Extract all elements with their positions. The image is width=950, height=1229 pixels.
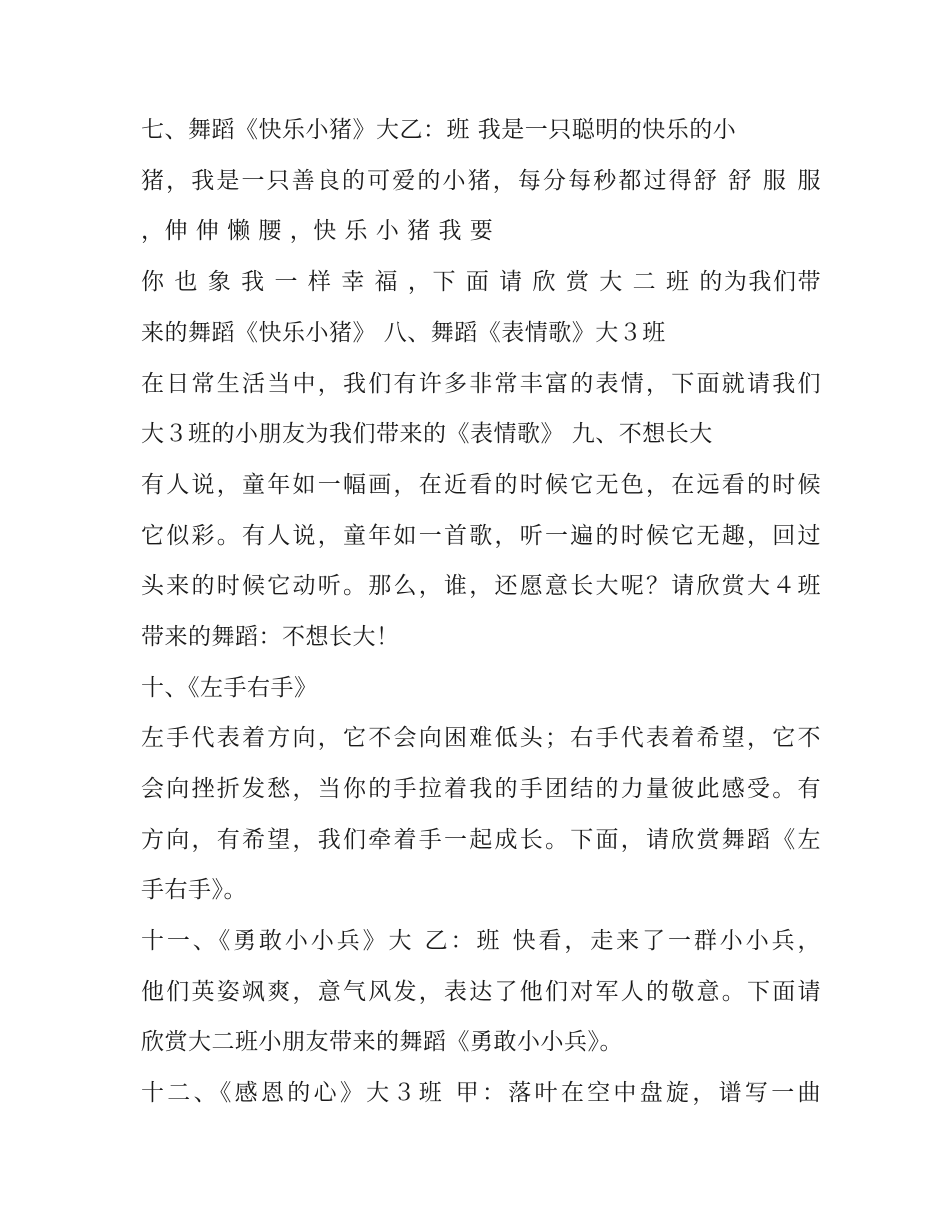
text-line: 在日常生活当中，我们有许多非常丰富的表情，下面就请我们 [141, 371, 821, 397]
text-line: 他们英姿飒爽，意气风发，表达了他们对军人的敬意。下面请 [141, 979, 821, 1005]
text-line: 带来的舞蹈：不想长大！ [141, 624, 400, 650]
text-line: 有人说，童年如一幅画，在近看的时候它无色，在远看的时候 [141, 472, 821, 498]
text-line: 它似彩。有人说，童年如一首歌，听一遍的时候它无趣，回过 [141, 523, 821, 549]
text-line: 会向挫折发愁，当你的手拉着我的手团结的力量彼此感受。有 [141, 776, 821, 802]
text-line: 来的舞蹈《快乐小猪》 八、舞蹈《表情歌》大３班 [141, 320, 666, 346]
text-line: 十二、《感恩的心》大３班 甲：落叶在空中盘旋，谱写一曲 [141, 1080, 821, 1106]
text-line: 十一、《勇敢小小兵》大 乙：班 快看，走来了一群小小兵， [141, 928, 821, 954]
text-line: ，伸 伸 懒 腰 ，快 乐 小 猪 我 要 [141, 218, 494, 244]
text-line: 大３班的小朋友为我们带来的《表情歌》 九、不想长大 [141, 421, 713, 447]
section-heading: 十、《左手右手》 [141, 675, 318, 701]
text-line: 方向，有希望，我们牵着手一起成长。下面，请欣赏舞蹈《左 [141, 827, 821, 853]
text-line: 手右手》。 [141, 877, 247, 903]
text-line: 欣赏大二班小朋友带来的舞蹈《勇敢小小兵》。 [141, 1029, 623, 1055]
text-line: 左手代表着方向，它不会向困难低头；右手代表着希望，它不 [141, 725, 821, 751]
text-line: 头来的时候它动听。那么，谁，还愿意长大呢？请欣赏大４班 [141, 573, 821, 599]
text-line: 七、舞蹈《快乐小猪》大乙：班 我是一只聪明的快乐的小 [141, 117, 737, 143]
text-line: 猪，我是一只善良的可爱的小猪，每分每秒都过得舒 舒 服 服 [141, 168, 821, 194]
text-line: 你 也 象 我 一 样 幸 福 ，下 面 请 欣 赏 大 二 班 的为我们带 [141, 269, 821, 295]
